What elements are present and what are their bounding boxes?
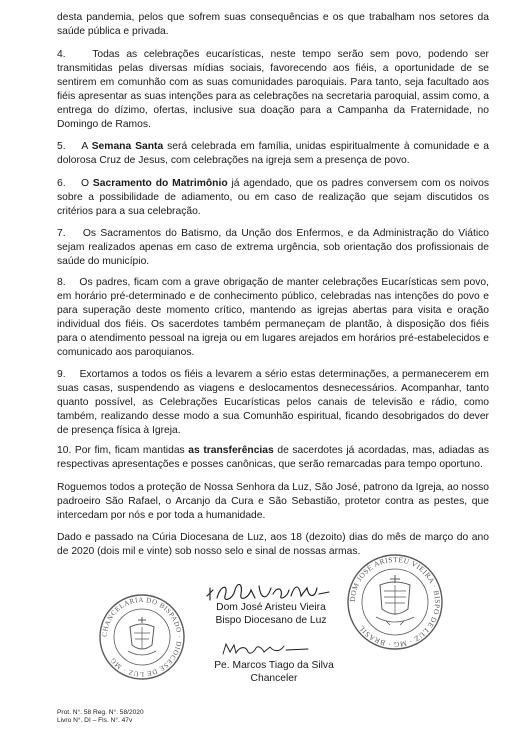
paragraph-5-bold: Semana Santa [91, 141, 164, 152]
chancellor-signature-block [205, 659, 343, 685]
paragraph-9: 9. Exortamos a todos os fiéis a levarem a sério estas determinações, a permanecerem em suas casas, suspendendo as viagens e deslocamentos desnecessários. Acompanhar, tanto quanto possível, as Celebrações Eucarísticas pelos canais de televisão e rádio, como também, realizando desse modo a sua Comunhão espiritual, ficando desobrigados do dever de presença física à Igreja. [57, 369, 489, 436]
paragraph-intro: desta pandemia, pelos que sofrem suas consequências e os que trabalham nos setores da saúde pública e privada. [57, 12, 489, 37]
paragraph-10-bold: as transferências [188, 445, 274, 456]
bishop-name: Dom José Aristeu Vieira [216, 602, 326, 613]
paragraph-5-rest: será celebrada em família, unidas espiritualmente à comunidade e a dolorosa Cruz de Jesus, com celebrações na igreja sem a presença de povo. [57, 141, 489, 166]
protocol-line-2: Livro N°. DI – Fls. N°. 47v [57, 717, 133, 724]
paragraph-5-lead: 5. A [57, 141, 92, 152]
chancery-seal [98, 593, 186, 681]
paragraph-10 [57, 444, 489, 472]
protocol-block [57, 709, 144, 725]
paragraph-10-rest: de sacerdotes já acordadas, mas, adiadas as respectivas apresentações e posses canônicas, que serão remarcadas para tempo oportuno. [57, 445, 489, 470]
paragraph-5 [57, 140, 489, 168]
paragraph-6-bold: Sacramento do Matrimônio [92, 178, 228, 189]
protocol-line-1: Prot. N°. 58 Reg. N°. 58/2020 [57, 709, 144, 716]
paragraph-8: 8. Os padres, ficam com a grave obrigação de manter celebrações Eucarísticas sem povo, em horário pré-determinado e de conhecimento público, celebradas nas intenções do povo e para superação deste momento crítico, mantendo as igrejas abertas para visita e oração individual dos fiéis. Os sacerdotes também permaneçam de plantão, à disposição dos fiéis para o atendimento pessoal na igreja ou em lugares arejados em horários pré-estabelecidos e comunicado aos paroquianos. [57, 277, 489, 358]
paragraph-6-rest: já agendado, que os padres conversem com os noivos sobre a possibilidade de adiamento, ou em caso de realização que sejam discutidos os critérios para a sua celebração. [57, 178, 490, 217]
chancellor-signature-icon [220, 640, 312, 658]
chancery-seal-text: CHANCELARIA DO BISPADO · DIOCESE DE LUZ · MG [100, 595, 184, 679]
bishop-title: Bispo Diocesano de Luz [215, 615, 327, 626]
paragraph-10-lead: 10. Por fim, ficam mantidas [57, 445, 189, 456]
episcopal-seal [346, 553, 444, 651]
chancellor-title: Chanceler [250, 673, 298, 684]
paragraph-dado: Dado e passado na Cúria Diocesana de Luz, aos 18 (dezoito) dias do mês de março do ano de 2020 (dois mil e vinte) sob nosso selo e sinal de nossas armas. [57, 532, 489, 557]
chancellor-name: Pe. Marcos Tiago da Silva [214, 660, 334, 671]
paragraph-7: 7. Os Sacramentos do Batismo, da Unção dos Enfermos, e da Administração do Viático sejam realizados apenas em caso de extrema urgência, sob orientação dos profissionais de saúde do município. [57, 228, 489, 267]
paragraph-6-lead: 6. O [57, 178, 93, 189]
paragraph-rogamos: Roguemos todos a proteção de Nossa Senhora da Luz, São José, patrono da Igreja, ao nosso padroeiro São Rafael, o Arcanjo da Cura e São Sebastião, protetor contra as pestes, que intercedam por nós e por toda a humanidade. [57, 482, 489, 521]
paragraph-6 [57, 177, 489, 219]
episcopal-seal-text: DOM JOSÉ ARISTEU VIEIRA · BISPO DE LUZ · MG · BRASIL [347, 554, 443, 650]
bishop-signature-block [206, 601, 336, 627]
paragraph-4: 4. Todas as celebrações eucarísticas, neste tempo serão sem povo, podendo ser transmitidas pelas diversas mídias sociais, favorecendo aos fiéis, a oportunidade de se sentirem em comunhão com as suas comunidades paroquiais. Para tanto, seja facultado aos fiéis apresentar as suas intenções para as celebrações na secretaria paroquial, assim como, a entrega do dízimo, ofertas, inclusive sua doação para a Campanha da Fraternidade, no Domingo de Ramos. [57, 49, 489, 130]
